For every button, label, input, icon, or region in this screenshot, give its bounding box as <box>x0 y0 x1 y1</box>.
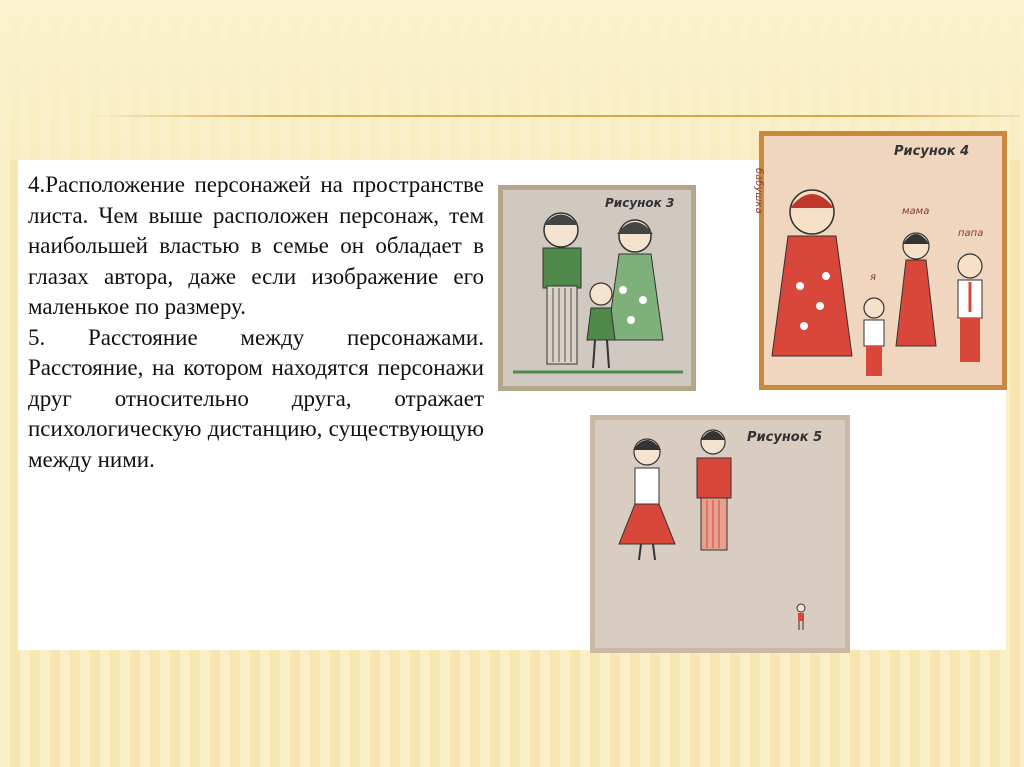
figure-5-caption: Рисунок 5 <box>747 430 823 445</box>
slide-text <box>28 170 484 475</box>
figure-4-caption: Рисунок 4 <box>894 144 970 159</box>
figure-4-label-mom: мама <box>902 206 930 217</box>
figure-4-label-grandma: бабушка <box>753 168 764 214</box>
figure-3-illustration <box>503 190 691 386</box>
figure-3-drawing <box>498 185 696 391</box>
paragraph-distance: 5. Расстояние между персонажами. Расстояние, на котором находятся персонажи друг относительно друга, отражает психологическую дистанцию, существующую между ними. <box>28 324 484 472</box>
paragraph-position: 4.Расположение персонажей на пространстве листа. Чем выше расположен персонаж, тем наибольшей властью в семье он обладает в глазах автора, даже если изображение его маленькое по размеру. <box>28 172 484 319</box>
figure-4-label-dad: папа <box>958 228 984 239</box>
figure-5-illustration <box>595 420 845 648</box>
figure-4-label-me: я <box>870 272 877 283</box>
title-divider-line <box>90 115 1020 117</box>
figure-3-caption: Рисунок 3 <box>605 196 675 210</box>
figure-4-illustration <box>764 136 1002 385</box>
figure-4-drawing <box>753 131 1007 390</box>
figure-5-drawing <box>590 415 850 653</box>
